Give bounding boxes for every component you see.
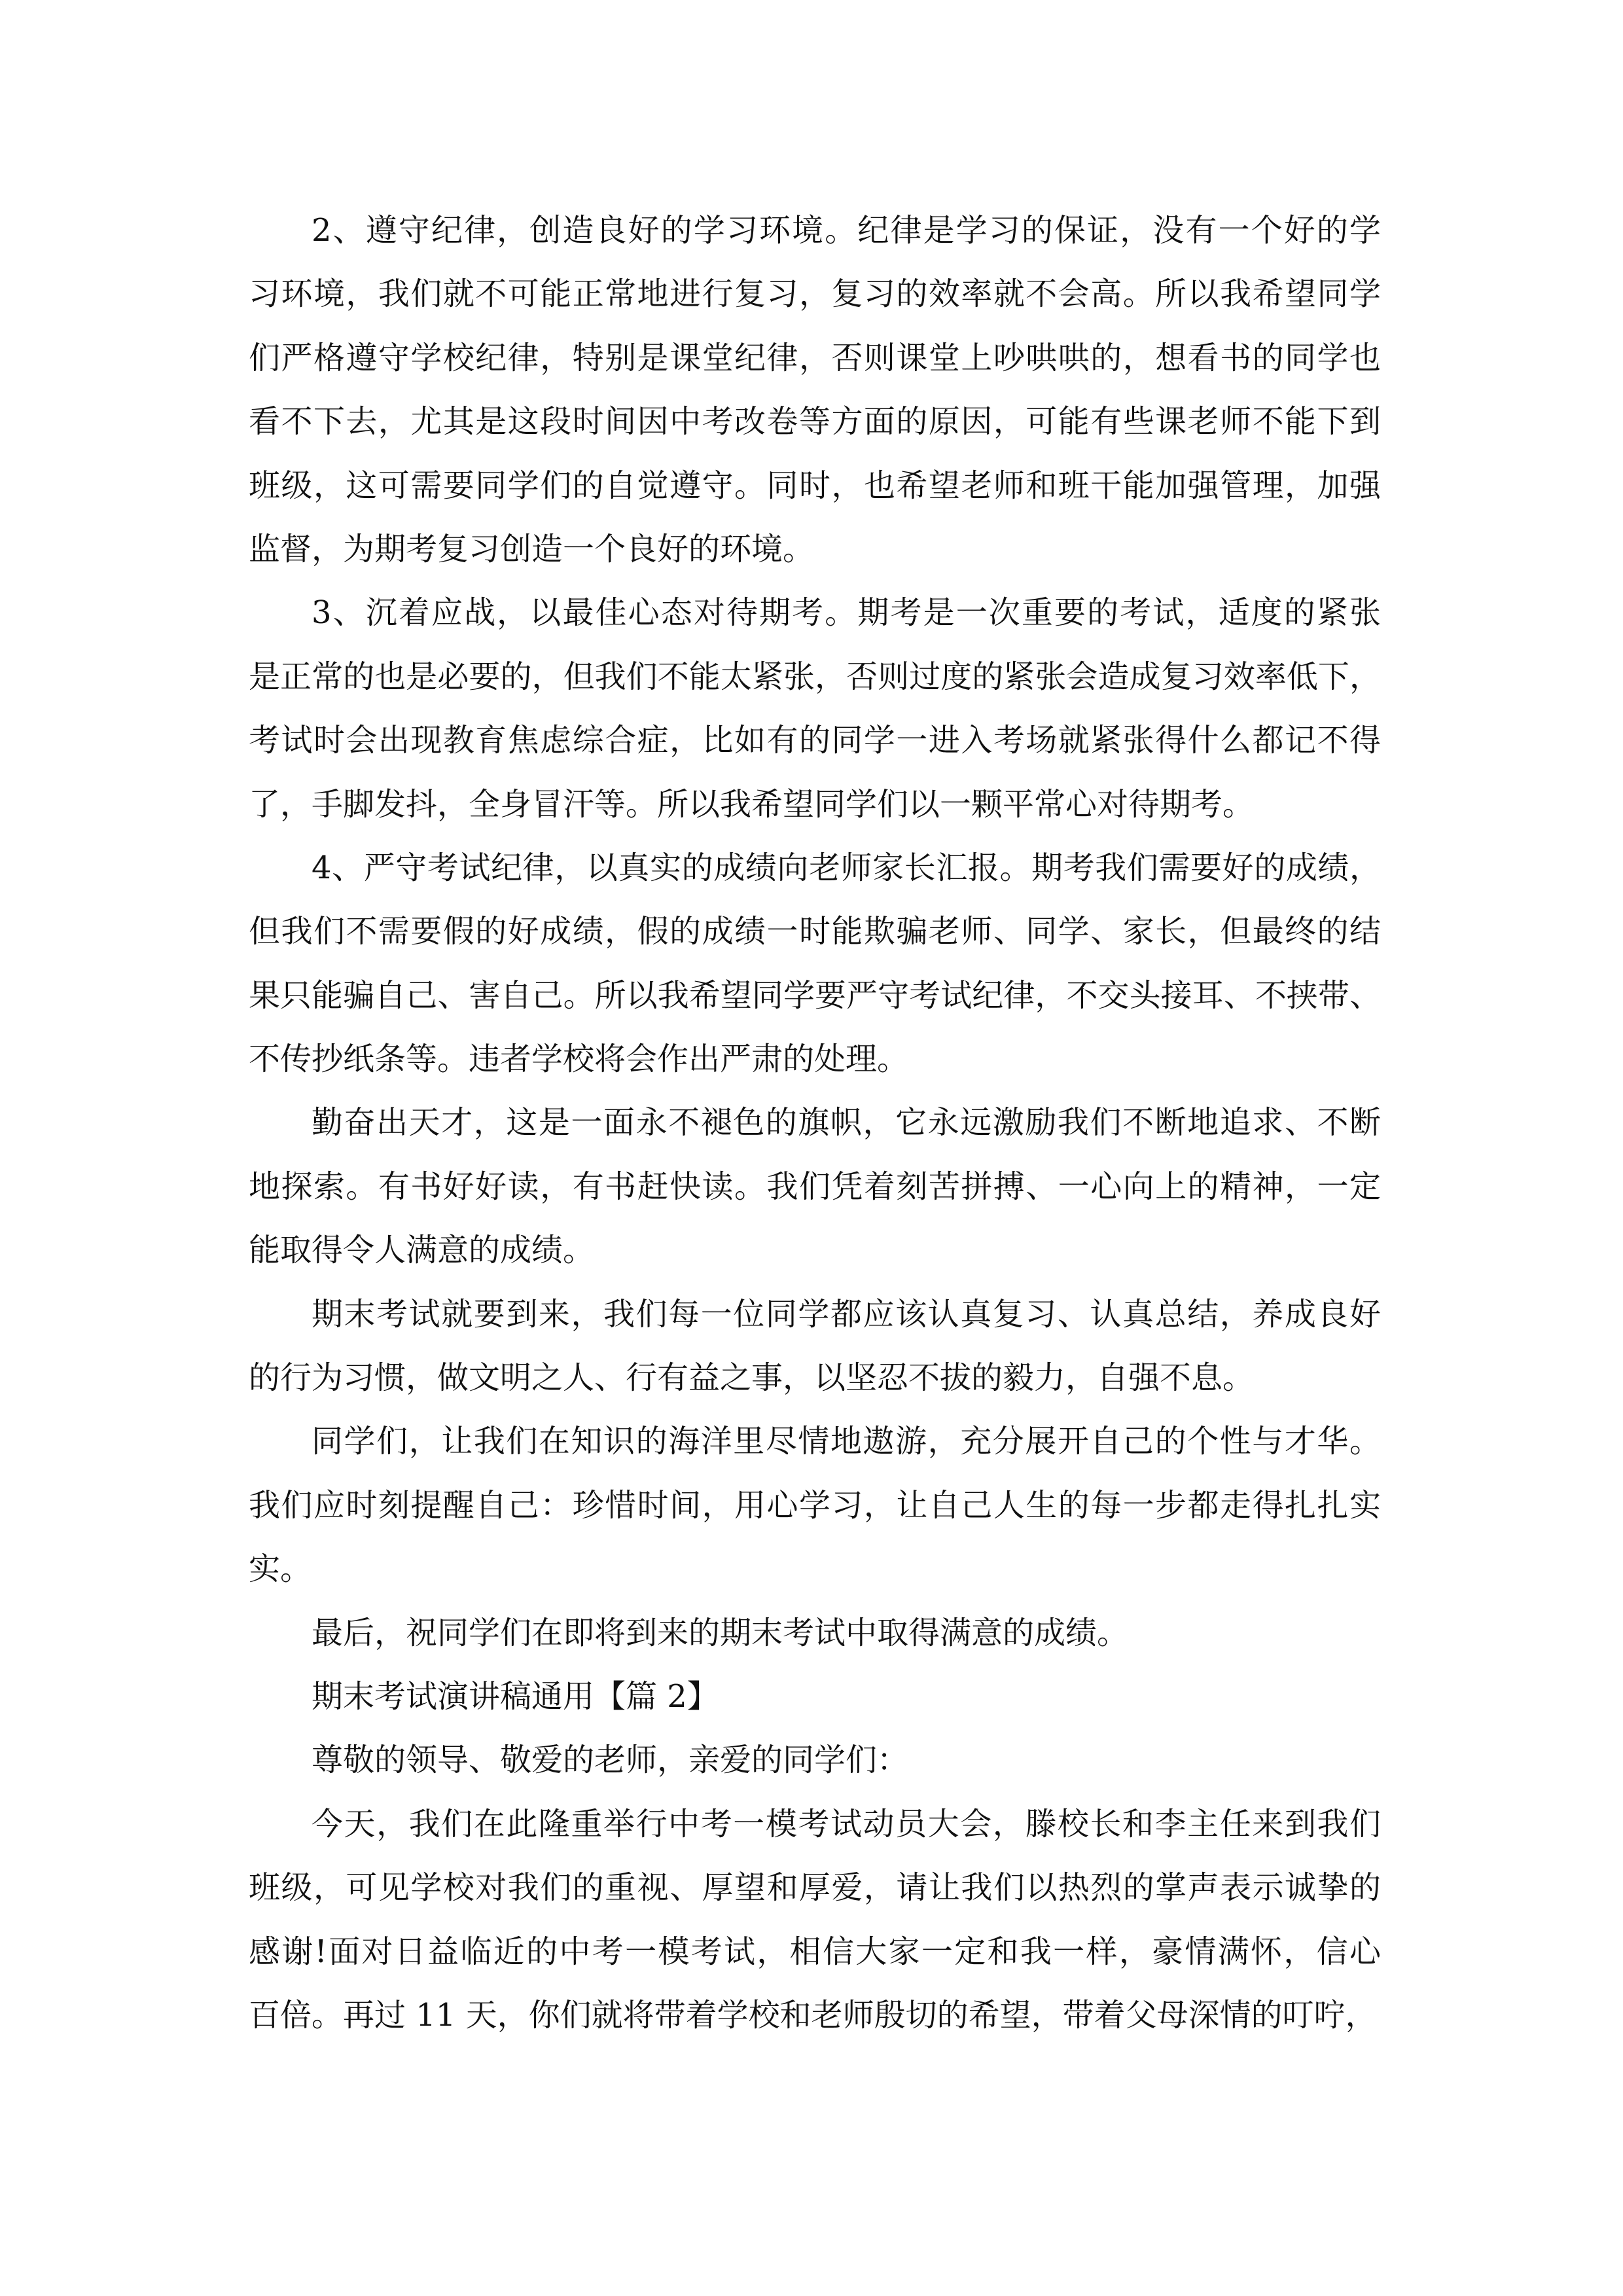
paragraph-first-line: 2、遵守纪律，创造良好的学习环境。纪律是学习的保证，没有一个好的学 [312, 212, 1381, 249]
paragraph-section-heading [249, 1665, 1381, 1729]
paragraph-point-4 [249, 836, 1381, 1092]
paragraph-line: 不传抄纸条等。违者学校将会作出严肃的处理。 [249, 1041, 909, 1078]
paragraph-line: 地探索。有书好好读，有书赶快读。我们凭着刻苦拼搏、一心向上的精神，一定 [249, 1168, 1381, 1205]
paragraph-line: 考试时会出现教育焦虑综合症，比如有的同学一进入考场就紧张得什么都记不得 [249, 722, 1381, 759]
paragraph-first-line: 最后，祝同学们在即将到来的期末考试中取得满意的成绩。 [312, 1614, 1129, 1651]
paragraph-first-line: 期末考试就要到来，我们每一位同学都应该认真复习、认真总结，养成良好 [312, 1295, 1381, 1333]
paragraph-point-2 [249, 199, 1381, 581]
paragraph-diligence [249, 1091, 1381, 1282]
paragraph-first-line: 今天，我们在此隆重举行中考一模考试动员大会，滕校长和李主任来到我们 [312, 1805, 1381, 1842]
paragraph-line: 能取得令人满意的成绩。 [249, 1232, 595, 1269]
paragraph-salutation [249, 1729, 1381, 1792]
paragraph-line: 习环境，我们就不可能正常地进行复习，复习的效率就不会高。所以我希望同学 [249, 276, 1381, 313]
paragraph-line: 监督，为期考复习创造一个良好的环境。 [249, 530, 815, 567]
paragraph-line: 看不下去，尤其是这段时间因中考改卷等方面的原因，可能有些课老师不能下到 [249, 403, 1381, 440]
paragraph-line: 果只能骗自己、害自己。所以我希望同学要严守考试纪律，不交头接耳、不挟带、 [249, 977, 1381, 1014]
paragraph-line: 班级，可见学校对我们的重视、厚望和厚爱，请让我们以热烈的掌声表示诚挚的 [249, 1869, 1381, 1907]
paragraph-today [249, 1793, 1381, 2048]
paragraph-first-line: 期末考试演讲稿通用【篇 2】 [312, 1677, 719, 1715]
paragraph-line: 感谢!面对日益临近的中考一模考试，相信大家一定和我一样，豪情满怀，信心 [249, 1933, 1381, 1970]
paragraph-line: 班级，这可需要同学们的自觉遵守。同时，也希望老师和班干能加强管理，加强 [249, 467, 1381, 504]
paragraph-first-line: 同学们，让我们在知识的海洋里尽情地遨游，充分展开自己的个性与才华。 [312, 1423, 1381, 1460]
paragraph-first-line: 3、沉着应战，以最佳心态对待期考。期考是一次重要的考试，适度的紧张 [312, 594, 1381, 632]
paragraph-line: 们严格遵守学校纪律，特别是课堂纪律，否则课堂上吵哄哄的，想看书的同学也 [249, 339, 1381, 376]
paragraph-first-line: 4、严守考试纪律，以真实的成绩向老师家长汇报。期考我们需要好的成绩， [312, 849, 1381, 886]
paragraph-line: 但我们不需要假的好成绩，假的成绩一时能欺骗老师、同学、家长，但最终的结 [249, 913, 1381, 950]
document-body [249, 199, 1381, 2047]
paragraph-line: 是正常的也是必要的，但我们不能太紧张，否则过度的紧张会造成复习效率低下， [249, 658, 1381, 695]
paragraph-classmates [249, 1410, 1381, 1601]
paragraph-line: 百倍。再过 11 天，你们就将带着学校和老师殷切的希望，带着父母深情的叮咛， [249, 1996, 1377, 2034]
paragraph-first-line: 尊敬的领导、敬爱的老师，亲爱的同学们： [312, 1742, 909, 1779]
paragraph-line: 了，手脚发抖，全身冒汗等。所以我希望同学们以一颗平常心对待期考。 [249, 785, 1255, 823]
paragraph-line: 我们应时刻提醒自己：珍惜时间，用心学习，让自己人生的每一步都走得扎扎实 [249, 1486, 1381, 1524]
paragraph-first-line: 勤奋出天才，这是一面永不褪色的旗帜，它永远激励我们不断地追求、不断 [312, 1104, 1381, 1141]
paragraph-closing-wish [249, 1602, 1381, 1665]
paragraph-line: 实。 [249, 1551, 312, 1588]
paragraph-line: 的行为习惯，做文明之人、行有益之事，以坚忍不拔的毅力，自强不息。 [249, 1359, 1255, 1397]
paragraph-point-3 [249, 581, 1381, 836]
paragraph-final-exam-coming [249, 1283, 1381, 1410]
